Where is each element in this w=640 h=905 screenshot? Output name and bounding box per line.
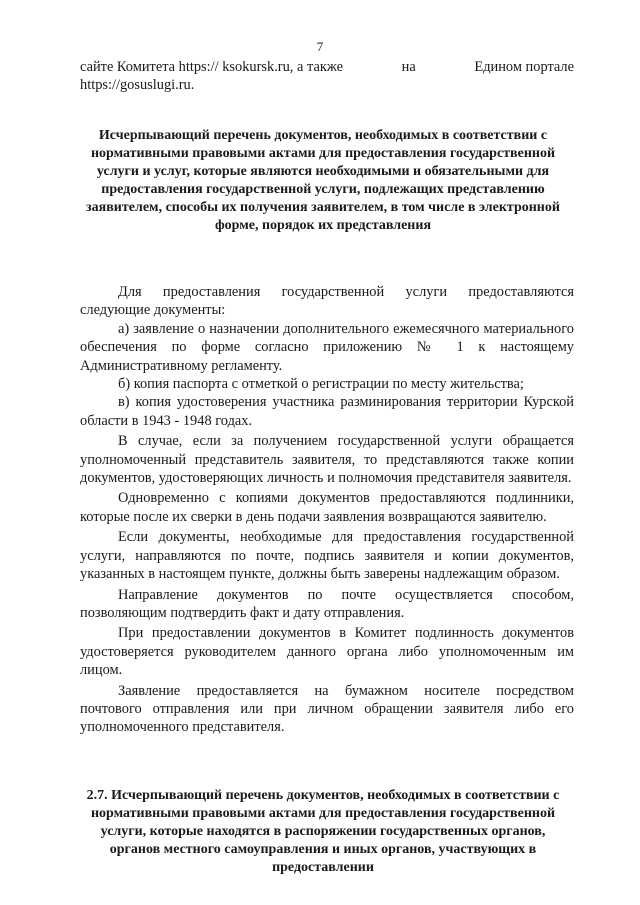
paragraph: При предоставлении документов в Комитет подлинность документов удостоверяется руководителем данного органа либо уполномоченным им лицом. (80, 625, 574, 679)
page-number: 7 (316, 39, 324, 54)
paragraph: Заявление предоставляется на бумажном носителе посредством почтового отправления или при личном обращении заявителя либо его уполномоченного представителя. (80, 682, 574, 736)
intro-line-right: Едином портале (474, 59, 574, 75)
paragraph: В случае, если за получением государственной услуги обращается уполномоченный представитель заявителя, то представляются также копии документов, удостоверяющих личность и полномочия представителя заявителя. (80, 433, 574, 487)
paragraph: Направление документов по почте осуществляется способом, позволяющим подтвердить факт и дату отправления. (80, 586, 574, 621)
paragraph: Одновременно с копиями документов предоставляются подлинники, которые после их сверки в день подачи заявления возвращаются заявителю. (80, 490, 574, 525)
intro-line-left: сайте Комитета https:// ksokursk.ru, а также (80, 59, 343, 75)
intro-url: https://gosuslugi.ru. (80, 77, 195, 94)
intro-text (80, 58, 574, 95)
intro-line (80, 58, 574, 76)
document-body (80, 283, 574, 737)
section-heading-2-7: 2.7. Исчерпывающий перечень документов, необходимых в соответствии с нормативными правовыми актами для предоставления государственной услуги, которые находятся в распоряжении государственных органов, органов местного самоуправления и иных органов, участвующих в предоставлении (86, 788, 560, 875)
intro-line-mid: на (401, 59, 416, 75)
list-item: а) заявление о назначении дополнительного ежемесячного материального обеспечения по форме согласно приложению № 1 к настоящему Административному регламенту. (80, 320, 574, 374)
paragraph: Для предоставления государственной услуги предоставляются следующие документы: (80, 284, 574, 319)
list-item: в) копия удостоверения участника разминирования территории Курской области в 1943 - 1948 годах. (80, 394, 574, 429)
section-heading: Исчерпывающий перечень документов, необходимых в соответствии с нормативными правовыми актами для предоставления государственной услуги и услуг, которые являются необходимыми и обязательными для предоставления государственной услуги, подлежащих представлению заявителем, способы их получения заявителем, в том числе в электронной форме, порядок их представления (86, 128, 560, 233)
paragraph: Если документы, необходимые для предоставления государственной услуги, направляются по почте, подпись заявителя и копии документов, указанных в настоящем пункте, должны быть заверены надлежащим образом. (80, 529, 574, 583)
list-item: б) копия паспорта с отметкой о регистрации по месту жительства; (118, 376, 524, 393)
